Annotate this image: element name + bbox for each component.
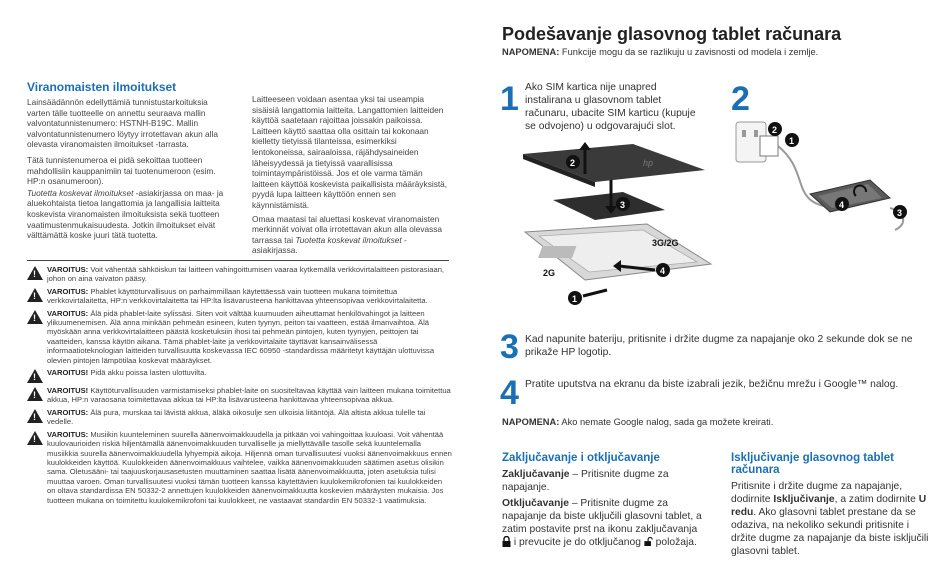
warning-label: VAROITUS: [47,429,89,439]
note-text: Funkcije mogu da se razlikuju u zavisnosti od modela i zemlje. [559,47,819,57]
regulatory-col2 [252,94,448,256]
warning-item [27,287,452,306]
adapter-callout-2-label: 2 [772,125,778,135]
step-3-text: Kad napunite bateriju, pritisnite i držite dugme za napajanje oko 2 sekunde dok se ne prikaže HP logotip. [525,334,913,358]
poweroff-para [731,480,931,558]
tablet-callout-4-label: 4 [839,200,845,210]
warning-text [47,408,452,427]
warning-body: Musiikin kuunteleminen suurella äänenvoimakkuudella ja pitkään voi vahingoittaa kuuloasi. Voit vähentää kuulovaurioiden riskiä hiljentämällä äänenvoimakkuuden turvalliselle ja miellyttävälle tasolle sekä kuuntelemalla musiikkia suurella äänenvoimakkuudella lyhyempiä aikoja. Hiljennä oman turvallisuutesi vuoksi äänenvoimakkuus ennen kuulokkeiden käyttöä. Kuulokkeiden äänenvoimakkuus vaihtelee, vaikka äänenvoimakkuuden säätimen asetus olisikin sama. Oletusääni- tai taajuuskorjausasetusten muuttaminen saattaa lisätä äänenvoimakkuutta, joten asetuksia tulisi muuttaa varoen. Oman turvallisuutesi vuoksi tämän tuotteen kanssa käytettävien kuulokemikrofonien tai kuulokkeiden on oltava standardissa EN 50332-2 annettujen kuulokkeiden äänenvoimakkuutta koskevien määräysten mukaisia. Jos tuotteen mukana on toimitettu kuulokemikrofoni tai kuulokkeet, ne vastaavat standardin EN 50332-1 vaatimuksia. [47,429,452,505]
warning-item [27,309,452,365]
warning-text [47,430,452,505]
outlet-slot-1 [742,130,746,137]
warning-item [27,386,452,405]
markings-para [252,214,448,256]
warning-triangle-icon [27,310,43,324]
warning-text [47,309,452,365]
doc-title-italic-2: Tuotetta koskevat ilmoitukset [295,234,402,245]
lock-section [502,452,707,552]
lock-text: – Pritisnite dugme za napajanje. [502,469,669,493]
lock-closed-icon [502,536,511,547]
regulatory-heading: Viranomaisten ilmoitukset [27,80,177,94]
warning-label: VAROITUS: [47,286,89,296]
warning-label: VAROITUS: [47,308,89,318]
charging-illustration [730,112,930,237]
callout-2-label: 2 [570,158,576,168]
warning-label: VAROITUS: [47,265,89,274]
warning-item [27,368,452,383]
ac-adapter [760,136,778,156]
adapter-callout-1-label: 1 [789,136,795,146]
regulatory-para-1: Lainsäädännön edellyttämiä tunnistustarkoituksia varten tälle tuotteelle on annettu seuraava mallin valvontatunnistenumero: HSTNH-B19C. Mallin valvontatunnistenumero löytyy irrotettavan akun alla olevasta viranomaisten ilmoitukset -tarrasta. [27,97,218,150]
step-3-number: 3 [500,328,519,366]
poweroff-term: Isključivanje [773,494,835,505]
warning-triangle-icon [27,387,43,401]
warning-text [47,368,206,383]
sim-install-illustration [515,140,720,312]
step-4-number: 4 [500,374,519,412]
warning-triangle-icon [27,288,43,302]
warning-body: Älä pidä phablet-laite sylissäsi. Siten voit välttää kuumuuden aiheuttamat henkilövahingot ja laitteen ylikuumenemisen. Älä anna minkään pehmeän esineen, kuten tyynyn, peiton tai vaatteen, estää ilmanvaihtoa. Älä myöskään anna verkkovirtalaitteen päästä kosketuksiin ihosi tai pehmeän pintojen, kuten tyynyjen, peittojen tai vaatteiden, kanssa käytön aikana. Tämä phablet-laite ja verkkovirtalaite täyttävät kansainvälisessä informaatioteknologian laitteiden turvallisuutta koskevassa IEC 60950 -standardissa määritetyt käyttäjän ulottuvissa olevien pintojen lämpötilaa koskevat määräykset. [47,308,435,365]
note2-line [502,417,773,427]
warning-text [47,265,452,284]
setup-title: Podešavanje glasovnog tablet računara [502,24,842,44]
warning-item [27,265,452,284]
warning-triangle-icon [27,431,43,445]
lock-open-icon [644,536,653,547]
unlock-para [502,497,707,549]
warning-body: Älä pura, murskaa tai lävistä akkua, äläkä oikosulje sen ulkoisia liitäntöjä. Älä altista akkua tulelle tai vedelle. [47,407,426,427]
note2-label: NAPOMENA: [502,417,560,427]
note2-text: Ako nemate Google nalog, sada ga možete kreirati. [559,417,774,427]
poweroff-text-1: Pritisnite i držite dugme za napajanje, dodirnite [731,481,903,505]
unlock-text-c: položaja. [652,537,697,548]
step-2-number: 2 [731,80,750,118]
arrow-up-1-head [579,142,591,150]
warning-triangle-icon [27,266,43,280]
markings-text: Omaa maatasi tai aluettasi koskevat viranomaisten merkinnät voivat olla irrotettavan akun alla olevassa tarrassa tai [252,213,443,245]
regulatory-para-3-text: -asiakirjassa on maa- ja aluekohtaista tietoa langattomia ja langallisia laitteita koskevista viranomaisten ilmoituksista sekä tuotteen vaatimustenmukaisuudesta. Jotkin ilmoitukset eivät välttämättä koske juuri tätä tuotetta. [27,187,224,241]
outlet-slot-2 [754,130,758,137]
step-1-number: 1 [500,80,519,118]
warning-body: Phablet käyttöturvallisuus on parhaimmillaan käytettäessä vain tuotteen mukana toimitettua verkkovirtalaitetta, HP:n verkkovirtalaitetta tai HP:lta lisävarusteena hankittavaa yhteensopivaa verkkovirtalaitetta. [47,286,428,306]
arrow-right-1 [583,290,607,296]
croatian-page [475,0,950,559]
warning-label: VAROITUS: [47,407,89,417]
step-4-text: Pratite uputstva na ekranu da biste izabrali jezik, bežičnu mrežu i Google™ nalog. [525,379,899,390]
sim-label-3g2g: 3G/2G [652,238,679,248]
warning-text [47,287,452,306]
usb-callout-3-label: 3 [897,208,903,218]
wireless-para: Laitteeseen voidaan asentaa yksi tai useampia sisäisiä langattomia laitteita. Langattomien laitteiden käyttöä saatetaan rajoittaa joissakin paikoissa. Laitteen käyttö saattaa olla osittain tai kokonaan kielletty tietyissä tilanteissa, esimerkiksi lentokoneissa, sairaaloissa, räjähdysaineiden läheisyydessä ja tietyissä vaarallisissa toimintaympäristöissä. Jos et ole varma tämän laitteen käyttöä koskevista paikallisista määräyksistä, pyydä lupa laitteen käyttöön ennen sen käynnistämistä. [252,94,448,210]
ok-term: U redu [731,494,927,518]
unlock-text-b: i prevucite je do otključanog [511,537,644,548]
unlock-term: Otključavanje [502,498,569,509]
poweroff-text-3: . Ako glasovni tablet prestane da se odaziva, na nekoliko sekundi pritisnite i držite dugme za napajanje da biste isključili glasovni tablet. [731,507,929,557]
warning-body: Käyttöturvallisuuden varmistamiseksi phablet-laite on suositeltavaa käyttää vain laitteen mukana toimitettua akkua, HP:n varaosana toimitettavaa akkua tai HP:lta lisävarusteena hankittavaa yhteensopivaa akkua. [47,386,451,405]
poweroff-section [731,452,931,561]
warning-body: Pidä akku poissa lasten ulottuvilta. [88,368,207,378]
warning-label: VAROITUS! [47,386,89,396]
lock-heading: Zaključavanje i otključavanje [502,452,660,464]
warnings-list [27,265,452,508]
warnings-divider [27,260,449,261]
warning-label: VAROITUS! [47,368,89,378]
callout-1-label: 1 [572,294,578,304]
note-line [502,47,818,57]
callout-3-label: 3 [620,200,626,210]
regulatory-para-2: Tätä tunnistenumeroa ei pidä sekoittaa tuotteen mahdollisiin kauppanimiin tai tuotenumeroon (esim. HP:n osanumeroon). [27,154,216,187]
warning-body: Voit vähentää sähköiskun tai laitteen vahingoittumisen vaaraa kytkemällä verkkovirtalaitteen pistorasiaan, johon on aina vaivaton pääsy. [47,265,445,284]
unlock-text-a: – Pritisnite dugme za napajanje da biste uključili glasovni tablet, a zatim postavite prst na ikonu zaključavanja [502,498,702,535]
hp-logo-icon: hp [643,158,654,168]
step-1-text: Ako SIM kartica nije unapred instalirana u glasovnom tablet računaru, ubacite SIM karticu (kupuje se odvojeno) u odgovarajući slot. [525,82,696,132]
finnish-page [0,0,475,559]
lock-term: Zaključavanje [502,469,570,480]
warning-item [27,430,452,505]
back-cover [523,144,705,182]
warning-triangle-icon [27,409,43,423]
warning-text [47,386,452,405]
sim-slot [538,246,576,258]
note-label: NAPOMENA: [502,47,560,57]
callout-4-label: 4 [660,266,666,276]
doc-title-italic: Tuotetta koskevat ilmoitukset [27,187,134,198]
warning-item [27,408,452,427]
poweroff-heading: Isključivanje glasovnog tablet računara [731,452,894,476]
sim-label-2g: 2G [543,268,556,278]
markings-tail: -asiakirjassa. [252,234,407,256]
warning-triangle-icon [27,369,43,383]
regulatory-para-3 [27,188,232,241]
regulatory-col1 [27,80,232,241]
lock-para [502,468,707,494]
poweroff-text-2: , a zatim dodirnite [834,494,919,505]
